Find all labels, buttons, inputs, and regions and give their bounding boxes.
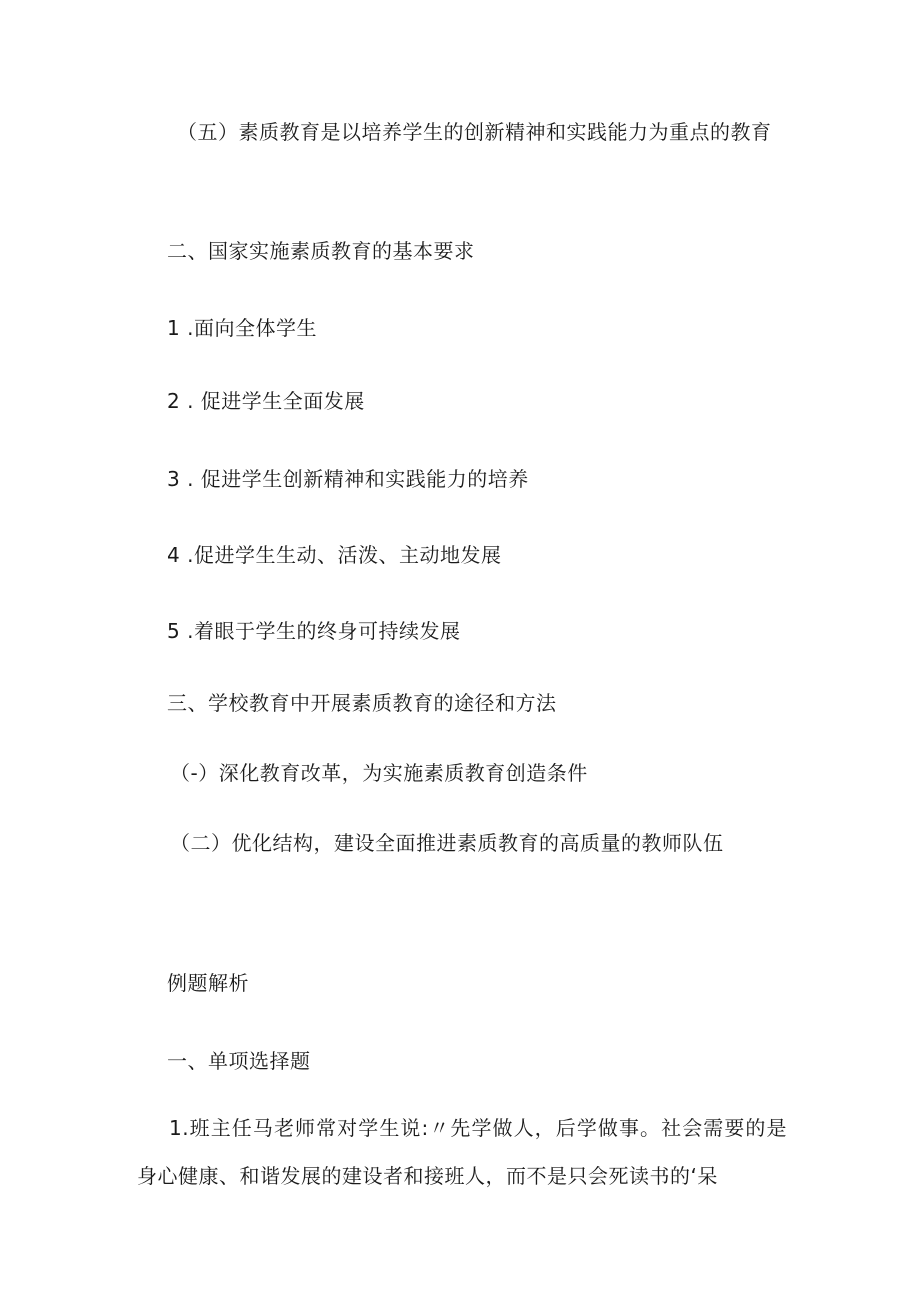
- examples-heading: 例题解析: [167, 971, 249, 995]
- requirement-item: 1 .面向全体学生: [167, 316, 317, 340]
- single-choice-heading: 一、单项选择题: [167, 1049, 311, 1073]
- paragraph-quality-education-five: （五）素质教育是以培养学生的创新精神和实践能力为重点的教育: [177, 120, 772, 144]
- question-one-text: 1.班主任马老师常对学生说:〃先学做人，后学做事。社会需要的是身心健康、和谐发展的建设者和接班人，而不是只会死读书的‘呆: [137, 1116, 787, 1188]
- requirement-item: 5 .着眼于学生的终身可持续发展: [167, 619, 461, 643]
- section-two-heading: 二、国家实施素质教育的基本要求: [167, 239, 475, 263]
- method-item: （二）优化结构，建设全面推进素质教育的高质量的教师队伍: [170, 831, 724, 855]
- section-three-heading: 三、学校教育中开展素质教育的途径和方法: [167, 691, 557, 715]
- method-item: （-）深化教育改革，为实施素质教育创造条件: [170, 761, 588, 785]
- requirement-item: 4 .促进学生生动、活泼、主动地发展: [167, 543, 502, 567]
- requirement-item: 2 . 促进学生全面发展: [167, 389, 365, 413]
- requirement-item: 3 . 促进学生创新精神和实践能力的培养: [167, 467, 529, 491]
